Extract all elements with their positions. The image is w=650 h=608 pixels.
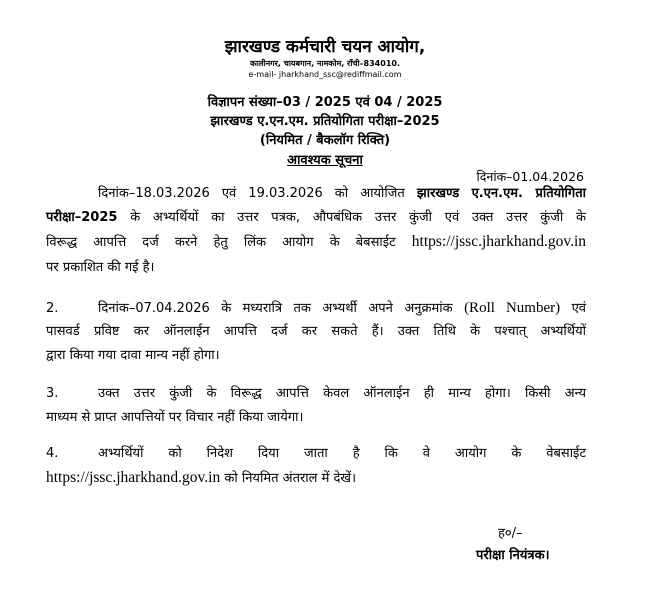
para1-exam-bold: झारखण्ड ए.एन.एम. प्रतियोगिता [416, 186, 586, 201]
organization-address: कालीनगर, चायबगान, नामकोम, राँची–834010. [249, 59, 400, 68]
organization-name: झारखण्ड कर्मचारी चयन आयोग, [224, 37, 426, 57]
para3-line1 [46, 386, 586, 402]
para2-line2: पासवर्ड प्रविष्ट कर ऑनलाईन आपत्ति दर्ज कर सकते हैं। उक्त तिथि के पश्चात् अभ्यर्थियों [46, 324, 586, 339]
para1-line4: पर प्रकाशित की गई है। [46, 260, 155, 275]
para2-line3: द्वारा किया गया दावा मान्य नहीं होगा। [46, 348, 220, 363]
para1-line2-text: के अभ्यर्थियों का उत्तर पत्रक, औपबंधिक उत्तर कुंजी एवं उक्त उत्तर कुंजी के [130, 210, 586, 225]
organization-email: e-mail- jharkhand_ssc@rediffmail.com [248, 70, 402, 79]
para1-line1 [46, 186, 586, 202]
advertisement-number: विज्ञापन संख्या–03 / 2025 एवं 04 / 2025 [207, 95, 443, 110]
para4-line1 [46, 446, 586, 462]
para2-line1-end: एवं [571, 301, 586, 316]
para1-exam-year-bold: परीक्षा–2025 [46, 210, 118, 225]
para2-number: 2. [46, 301, 59, 316]
notice-title-text: आवश्यक सूचना [287, 153, 363, 168]
para2-line1 [46, 300, 586, 317]
signature-designation: परीक्षा नियंत्रक। [476, 548, 550, 563]
exam-name: झारखण्ड ए.एन.एम. प्रतियोगिता परीक्षा–2025 [210, 114, 440, 129]
para3-number: 3. [46, 386, 59, 401]
para4-number: 4. [46, 446, 59, 461]
para4-line2 [46, 470, 586, 487]
para2-line1-text: दिनांक–07.04.2026 के मध्यरात्रि तक अभ्यर्थी अपने अनुक्रमांक [98, 301, 453, 316]
para1-line3 [46, 234, 586, 251]
notice-date: दिनांक–01.04.2026 [476, 169, 584, 184]
para4-line2-text: को नियमित अंतराल में देखें। [224, 471, 356, 486]
para1-line2 [46, 210, 586, 226]
signature-mark: ह०/– [498, 526, 523, 541]
vacancy-type: (नियमित / बैकलॉग रिक्ति) [259, 133, 391, 148]
jssc-website-link-2[interactable]: https://jssc.jharkhand.gov.in [46, 469, 221, 486]
para1-dates: दिनांक–18.03.2026 एवं 19.03.2026 को आयोजित [98, 186, 405, 201]
para4-line1-text: अभ्यर्थियों को निदेश दिया जाता है कि वे आयोग के वेबसाईट [98, 446, 586, 461]
jssc-website-link[interactable]: https://jssc.jharkhand.gov.in [411, 233, 586, 250]
para3-line2: माध्यम से प्राप्त आपत्तियों पर विचार नहीं किया जायेगा। [46, 410, 304, 425]
roll-number-label: (Roll Number) [464, 300, 561, 316]
notice-title [0, 150, 650, 168]
para1-line3-text: विरूद्ध आपत्ति दर्ज करने हेतु लिंक आयोग के बेबसाईट [46, 235, 396, 250]
para3-line1-text: उक्त उत्तर कुंजी के विरूद्ध आपत्ति केवल ऑनलाईन ही मान्य होगा। किसी अन्य [98, 386, 586, 401]
